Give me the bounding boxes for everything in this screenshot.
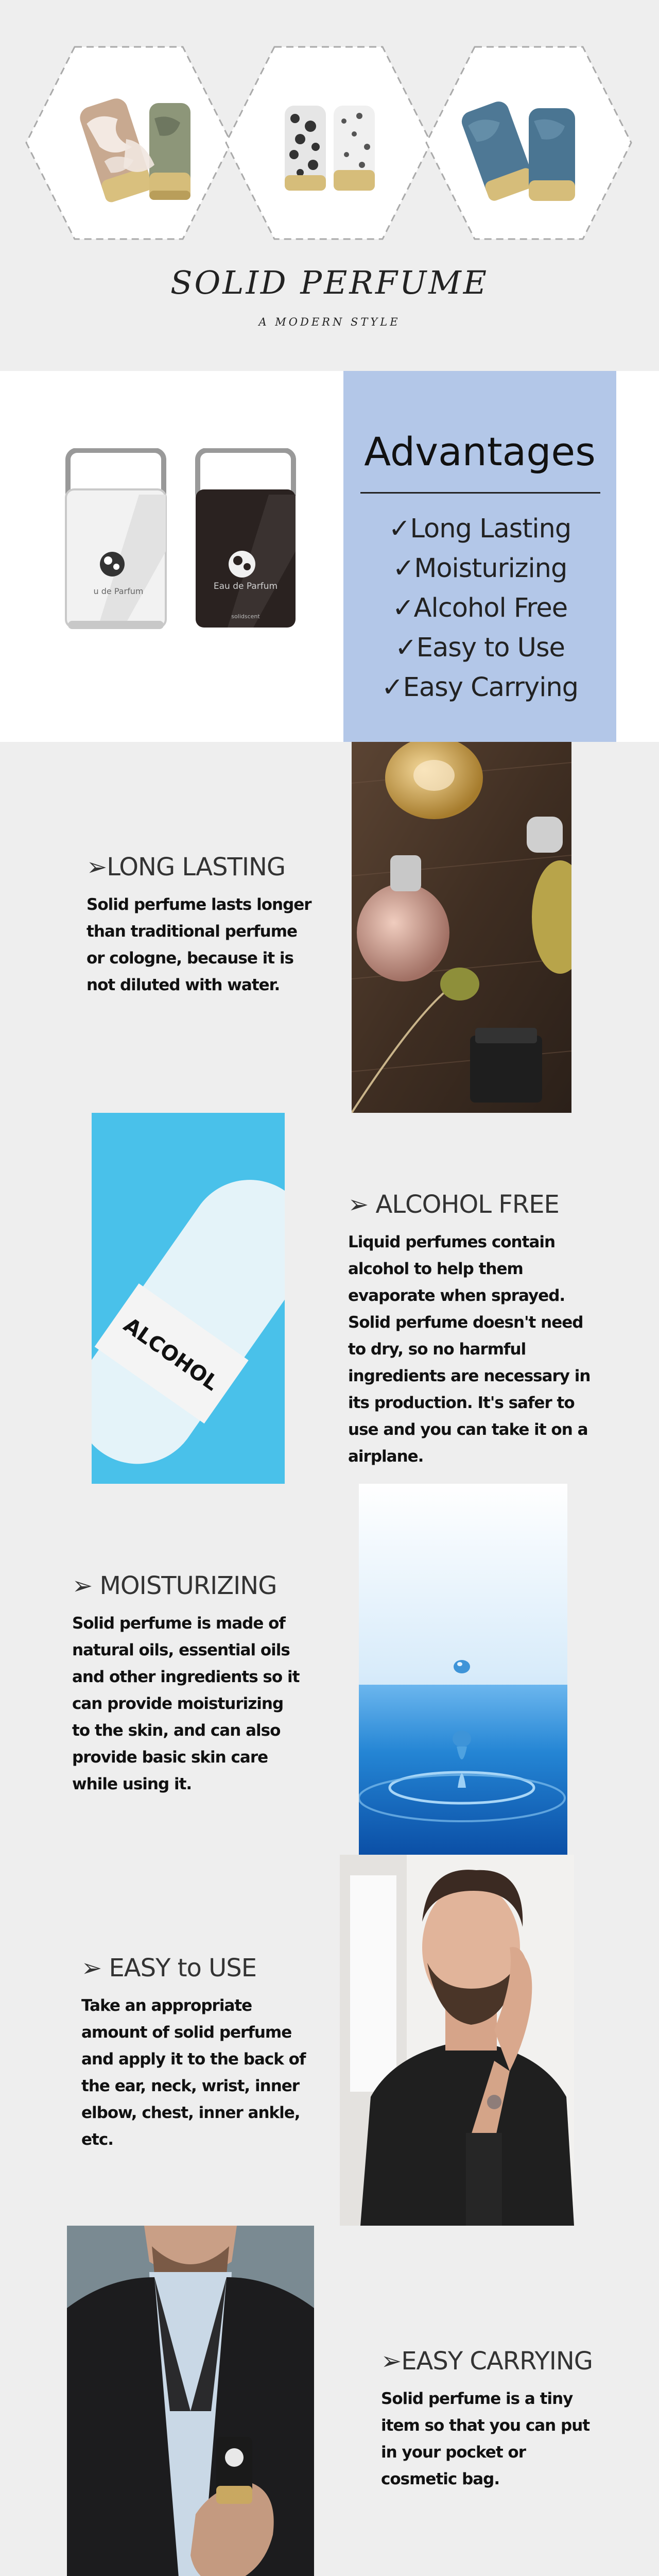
man-applying-perfume-photo: [340, 1855, 574, 2226]
product-hexagon-2: [223, 44, 434, 242]
product-hexagon-3: [423, 44, 634, 242]
advantage-item-easy-carrying: ✓Easy Carrying: [381, 672, 579, 703]
advantages-panel: [343, 371, 616, 742]
feature-easy-to-use-heading: ➢ EASY to USE: [81, 1954, 257, 1982]
product-black-label: Eau de Parfum: [213, 581, 278, 591]
hero-section: [0, 0, 659, 371]
feature-moisturizing-text: Solid perfume is made of natural oils, essential oils and other ingredients so it can provide moisturizing to the skin, and can also provide basic skin care while using it.: [72, 1614, 300, 1793]
product-black-small-label: solidscent: [231, 613, 260, 620]
product-black-image: [192, 448, 300, 634]
feature-long-lasting-heading: ➢LONG LASTING: [86, 853, 286, 882]
alcohol-label-text: ALCOHOL: [119, 1313, 223, 1396]
water-drop-photo: [359, 1484, 567, 1855]
feature-long-lasting-text: Solid perfume lasts longer than traditional perfume or cologne, because it is not diluted with water.: [86, 895, 311, 994]
feature-easy-carrying-text: Solid perfume is a tiny item so that you can put in your pocket or cosmetic bag.: [381, 2389, 590, 2488]
feature-easy-to-use-text: Take an appropriate amount of solid perfume and apply it to the back of the ear, neck, wrist, inner elbow, chest, inner ankle, etc.: [81, 1996, 306, 2149]
feature-alcohol-free-text: Liquid perfumes contain alcohol to help them evaporate when sprayed. Solid perfume doesn't need to dry, so no harmful ingredients are necessary in its production. It's safer to use and you can take it on a airplane.: [348, 1233, 591, 1466]
product-hexagon-1: [23, 44, 234, 242]
advantage-item-long-lasting: ✓Long Lasting: [388, 514, 571, 544]
advantage-item-moisturizing: ✓Moisturizing: [392, 553, 567, 584]
feature-long-lasting-section: [0, 742, 659, 1113]
feature-moisturizing-section: [0, 1484, 659, 1855]
perfume-bottles-photo: [352, 742, 571, 1113]
man-pocket-perfume-photo: [67, 2226, 314, 2576]
advantage-item-alcohol-free: ✓Alcohol Free: [392, 593, 568, 623]
feature-alcohol-free-section: [0, 1113, 659, 1484]
advantages-section: [0, 371, 659, 742]
feature-easy-carrying-section: [0, 2226, 659, 2576]
feature-alcohol-free-heading: ➢ ALCOHOL FREE: [348, 1190, 559, 1219]
brand-subtitle: A MODERN STYLE: [258, 316, 401, 328]
product-white-image: [62, 448, 170, 634]
feature-moisturizing-heading: ➢ MOISTURIZING: [72, 1571, 277, 1600]
advantages-title: Advantages: [364, 429, 596, 474]
feature-easy-carrying-heading: ➢EASY CARRYING: [381, 2347, 593, 2376]
brand-title: SOLID PERFUME: [170, 264, 489, 301]
alcohol-bottle-photo: [92, 1113, 285, 1484]
advantages-list: [343, 509, 616, 707]
advantages-divider: [360, 492, 600, 494]
product-white-label: u de Parfum: [93, 586, 144, 596]
feature-easy-to-use-section: [0, 1855, 659, 2226]
advantage-item-easy-to-use: ✓Easy to Use: [395, 633, 565, 663]
